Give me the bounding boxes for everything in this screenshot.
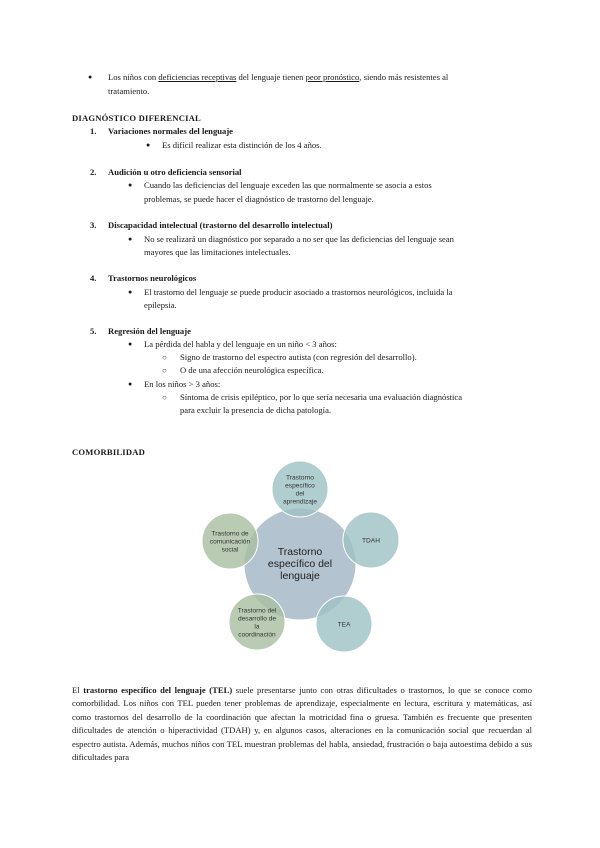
intro-line-1: Los niños con deficiencias receptivas del lenguaje tienen peor pronóstico, siendo más resistentes al	[108, 72, 449, 82]
node-label: coordinación	[238, 631, 276, 639]
item-title: Discapacidad intelectual (trastorno del desarrollo intelectual)	[108, 220, 333, 230]
item-number: 4.	[90, 273, 97, 283]
center-label: específico del	[267, 558, 333, 570]
bullet-dot: ●	[128, 181, 133, 189]
item-sub-bullet: Síntoma de crisis epiléptico, por lo que sería necesaria una evaluación diagnóstica	[180, 392, 463, 402]
node-label: Trastorno de	[211, 530, 249, 538]
item-title: Variaciones normales del lenguaje	[108, 126, 233, 136]
item-bullet: El trastorno del lenguaje se puede producir asociado a trastornos neurológicos, incluida la	[144, 287, 453, 297]
node-label: específico	[285, 482, 315, 490]
item-sub-bullet: Signo de trastorno del espectro autista (con regresión del desarrollo).	[180, 352, 417, 362]
node-label: TDAH	[362, 537, 380, 545]
sub-bullet-circle: ○	[162, 393, 167, 402]
item-bullet: En los niños > 3 años:	[144, 379, 221, 389]
item-bullet: No se realizará un diagnóstico por separado a no ser que las deficiencias del lenguaje sean	[144, 234, 454, 244]
bullet-dot: ●	[128, 235, 133, 243]
item-bullet: La pérdida del habla y del lenguaje en un niño < 3 años:	[144, 339, 337, 349]
body-paragraph: El trastorno específico del lenguaje (TEL) suele presentarse junto con otras dificultades o trastornos, lo que se conoce como comorbilidad. Los niños con TEL pueden tener problemas de aprendizaje, especialmente en lectura, escritura y matemáticas, así como trastornos del desarrollo de la coordinación que afectan la motricidad fina o gruesa. También es frecuente que presenten dificultades de atención o hiperactividad (TDAH) y, en algunos casos, alteraciones en la comunicación social que recuerdan al espectro autista. Además, muchos niños con TEL muestran problemas del habla, ansiedad, frustración o baja autoestima debido a sus dificultades para	[72, 685, 533, 763]
node-label: TEA	[337, 621, 351, 629]
node-label: social	[221, 546, 239, 554]
item-number: 2.	[90, 167, 97, 177]
section-heading-comorbilidad: COMORBILIDAD	[72, 447, 146, 457]
sub-bullet-circle: ○	[162, 366, 167, 375]
item-bullet-cont: epilepsia.	[144, 300, 177, 310]
node-label: Trastorno del	[237, 607, 277, 615]
bullet-dot: ●	[128, 340, 133, 348]
item-number: 5.	[90, 326, 97, 336]
item-bullet: Es difícil realizar esta distinción de los 4 años.	[162, 140, 322, 150]
item-number: 1.	[90, 126, 97, 136]
item-title: Trastornos neurológicos	[108, 273, 197, 283]
item-bullet-cont: problemas, se puede hacer el diagnóstico de trastorno del lenguaje.	[144, 194, 374, 204]
node-label: desarrollo de	[237, 615, 277, 623]
node-label: comunicación	[209, 538, 251, 546]
intro-line-2: tratamiento.	[108, 86, 150, 96]
sub-bullet-circle: ○	[162, 353, 167, 362]
node-label: Trastorno	[286, 474, 314, 482]
item-number: 3.	[90, 220, 97, 230]
item-bullet: Cuando las deficiencias del lenguaje exceden las que normalmente se asocia a estos	[144, 180, 432, 190]
item-title: Regresión del lenguaje	[108, 326, 191, 336]
section-heading-diagnostico: DIAGNÓSTICO DIFERENCIAL	[72, 113, 201, 123]
node-label: aprendizaje	[282, 498, 318, 506]
center-label: Trastorno	[277, 546, 323, 558]
item-bullet-cont: mayores que las limitaciones intelectuales.	[144, 247, 291, 257]
item-sub-bullet: O de una afección neurológica específica.	[180, 365, 324, 375]
item-sub-bullet-cont: para excluir la presencia de dicha patología.	[180, 405, 332, 415]
bullet-dot: ●	[88, 73, 93, 81]
bullet-dot: ●	[128, 380, 133, 388]
center-label: lenguaje	[280, 570, 320, 582]
bullet-dot: ●	[146, 141, 151, 149]
node-label: del	[295, 490, 305, 498]
node-label: la	[254, 623, 260, 631]
bullet-dot: ●	[128, 288, 133, 296]
item-title: Audición u otro deficiencia sensorial	[108, 167, 242, 177]
